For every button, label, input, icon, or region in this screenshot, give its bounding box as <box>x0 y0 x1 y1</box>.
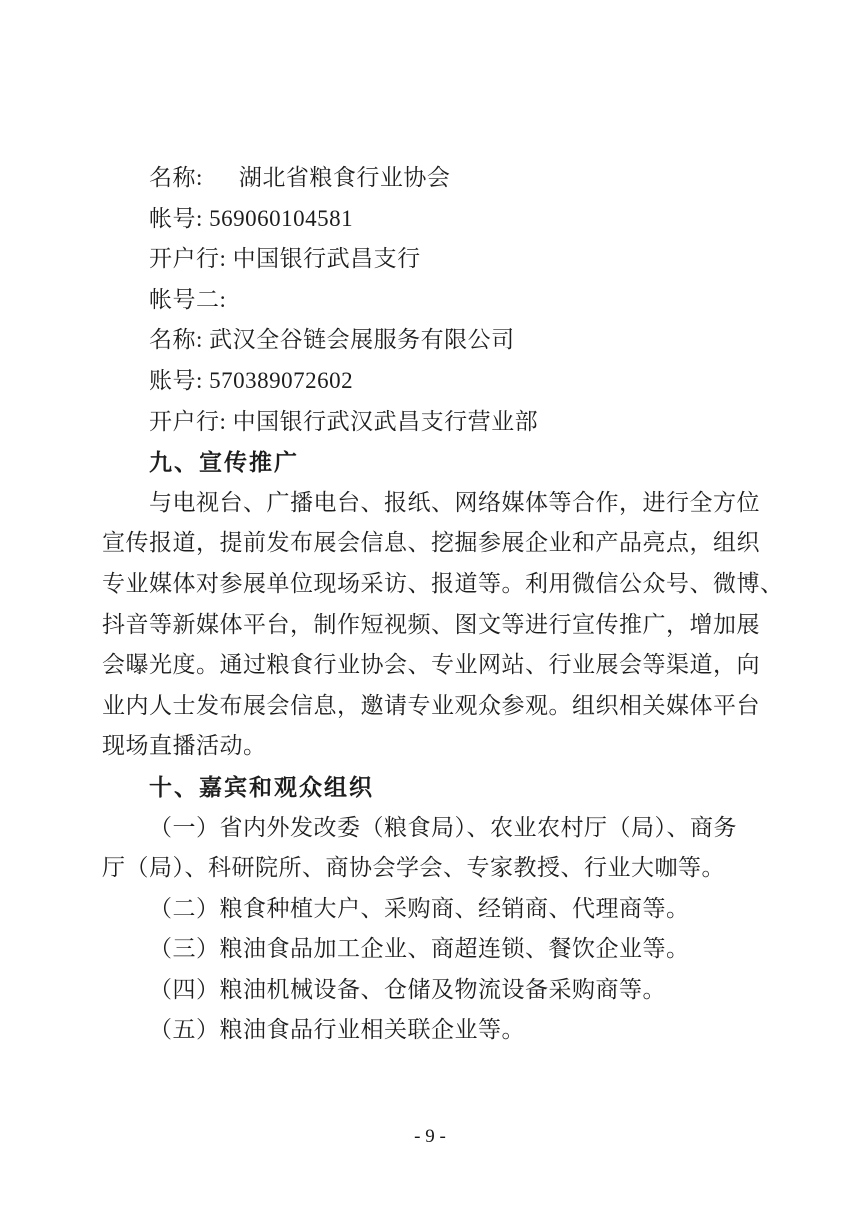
line-section10-item2: （二）粮食种植大户、采购商、经销商、代理商等。 <box>149 895 690 921</box>
page-number: - 9 - <box>414 1126 446 1147</box>
line-section10-item5: （五）粮油食品行业相关联企业等。 <box>149 1017 525 1043</box>
line-account2-number: 账号: 570389072602 <box>149 367 354 393</box>
line-section9-para-line1: 与电视台、广播电台、报纸、网络媒体等合作，进行全方位 <box>149 489 760 515</box>
line-section9-para-line7: 现场直播活动。 <box>102 733 267 759</box>
line-section10-heading: 十、嘉宾和观众组织 <box>149 773 374 800</box>
line-section9-para-line2: 宣传报道，提前发布展会信息、挖掘参展企业和产品亮点，组织 <box>102 530 760 556</box>
line-section9-para-line6: 业内人士发布展会信息，邀请专业观众参观。组织相关媒体平台 <box>102 692 760 718</box>
line-section9-heading: 九、宣传推广 <box>149 449 299 476</box>
line-section10-item3: （三）粮油食品加工企业、商超连锁、餐饮企业等。 <box>149 936 690 962</box>
line-account1-bank: 开户行: 中国银行武昌支行 <box>149 246 421 272</box>
line-section10-item1-line2: 厅（局）、科研院所、商协会学会、专家教授、行业大咖等。 <box>102 855 725 881</box>
line-account2-label: 帐号二: <box>149 286 227 312</box>
line-account1-name: 名称: 湖北省粮食行业协会 <box>149 165 451 190</box>
line-account1-number: 帐号: 569060104581 <box>149 205 354 231</box>
line-section9-para-line4: 抖音等新媒体平台，制作短视频、图文等进行宣传推广，增加展 <box>102 611 760 637</box>
line-section9-para-line3: 专业媒体对参展单位现场采访、报道等。利用微信公众号、微博、 <box>102 570 784 596</box>
line-section10-item4: （四）粮油机械设备、仓储及物流设备采购商等。 <box>149 976 666 1002</box>
line-section9-para-line5: 会曝光度。通过粮食行业协会、专业网站、行业展会等渠道，向 <box>102 652 760 678</box>
line-section10-item1-line1: （一）省内外发改委（粮食局）、农业农村厅（局）、商务 <box>149 814 737 840</box>
document-body <box>102 158 784 1051</box>
line-account2-bank: 开户行: 中国银行武汉武昌支行营业部 <box>149 408 539 434</box>
line-account2-name: 名称: 武汉全谷链会展服务有限公司 <box>149 327 515 353</box>
